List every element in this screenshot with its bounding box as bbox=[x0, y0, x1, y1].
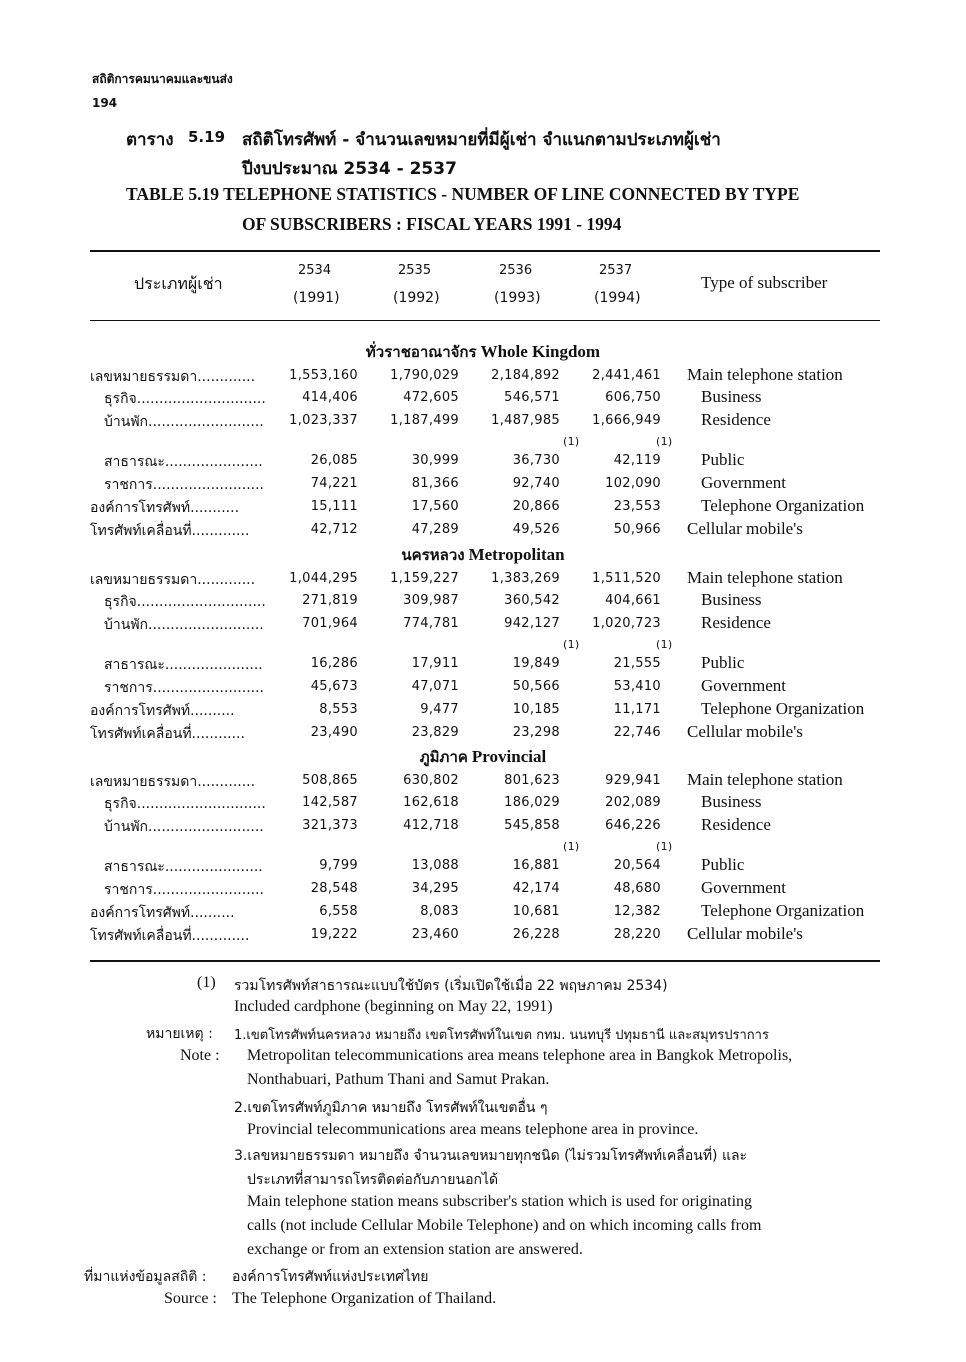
year-th-header: 2534 bbox=[298, 263, 332, 278]
table-cell: 6,558 bbox=[319, 904, 358, 919]
table-cell: 20,866 bbox=[512, 499, 560, 514]
row-label-en: Main telephone station bbox=[687, 365, 843, 384]
table-cell: 606,750 bbox=[605, 390, 661, 405]
year-en-header: (1992) bbox=[393, 290, 440, 306]
source-th: องค์การโทรศัพท์แห่งประเทศไทย bbox=[232, 1269, 429, 1285]
table-cell: 26,228 bbox=[512, 927, 560, 942]
header-subscriber-type-en: Type of subscriber bbox=[701, 273, 828, 292]
section-title-th: นครหลวง bbox=[401, 546, 465, 564]
page-number: 194 bbox=[92, 96, 118, 110]
row-label-th: บ้านพัก.......................... bbox=[104, 819, 264, 835]
table-cell: 102,090 bbox=[605, 476, 661, 491]
row-label-en: Business bbox=[701, 792, 762, 811]
table-cell: 15,111 bbox=[310, 499, 358, 514]
remark-2-th: 2.เขตโทรศัพท์ภูมิภาค หมายถึง โทรศัพท์ในเขตอื่น ๆ bbox=[234, 1100, 548, 1116]
table-cell: 13,088 bbox=[411, 858, 459, 873]
table-cell: 360,542 bbox=[504, 593, 560, 608]
table-cell: 1,020,723 bbox=[592, 616, 661, 631]
table-cell: 16,881 bbox=[512, 858, 560, 873]
title-th-prefix: ตาราง bbox=[126, 130, 174, 150]
row-label-en: Business bbox=[701, 387, 762, 406]
remark-label-th: หมายเหตุ : bbox=[146, 1026, 213, 1042]
table-cell: 34,295 bbox=[411, 881, 459, 896]
table-cell: 412,718 bbox=[403, 818, 459, 833]
note-3-en-a: Main telephone station means subscriber's station which is used for originating bbox=[247, 1193, 753, 1210]
row-label-th: สาธารณะ...................... bbox=[104, 657, 263, 673]
row-label-th: โทรศัพท์เคลื่อนที่............ bbox=[90, 726, 245, 742]
table-cell: 508,865 bbox=[302, 773, 358, 788]
table-cell: 472,605 bbox=[403, 390, 459, 405]
table-cell: 9,799 bbox=[319, 858, 358, 873]
section-title-th: ทั่วราชอาณาจักร bbox=[365, 343, 477, 361]
table-cell: 48,680 bbox=[613, 881, 661, 896]
table-cell: 162,618 bbox=[403, 795, 459, 810]
table-cell: 142,587 bbox=[302, 795, 358, 810]
remark-3-th-b: ประเภทที่สามารถโทรติดต่อกับภายนอกได้ bbox=[247, 1172, 499, 1188]
footnote-1-mark: (1) bbox=[197, 974, 216, 991]
source-en: The Telephone Organization of Thailand. bbox=[232, 1290, 497, 1307]
table-cell: 74,221 bbox=[310, 476, 358, 491]
note-2-en: Provincial telecommunications area means telephone area in province. bbox=[247, 1121, 699, 1138]
table-cell: 1,159,227 bbox=[390, 571, 459, 586]
table-cell: 26,085 bbox=[310, 453, 358, 468]
row-label-th: บ้านพัก.......................... bbox=[104, 617, 264, 633]
table-cell: 414,406 bbox=[302, 390, 358, 405]
table-cell: 30,999 bbox=[411, 453, 459, 468]
row-label-en: Government bbox=[701, 473, 786, 492]
table-cell: 1,187,499 bbox=[390, 413, 459, 428]
table-cell: 23,553 bbox=[613, 499, 661, 514]
section-title bbox=[0, 543, 966, 567]
table-cell: 45,673 bbox=[310, 679, 358, 694]
row-label-th: โทรศัพท์เคลื่อนที่............. bbox=[90, 523, 250, 539]
table-cell: 92,740 bbox=[512, 476, 560, 491]
section-title bbox=[0, 340, 966, 364]
table-cell: 10,185 bbox=[512, 702, 560, 717]
row-label-en: Government bbox=[701, 676, 786, 695]
source-label-en: Source : bbox=[164, 1290, 217, 1307]
note-1-en-a: Metropolitan telecommunications area means telephone area in Bangkok Metropolis, bbox=[247, 1047, 793, 1064]
row-label-en: Public bbox=[701, 855, 745, 874]
table-cell: 1,790,029 bbox=[390, 368, 459, 383]
table-cell: 1,487,985 bbox=[491, 413, 560, 428]
year-en-header: (1993) bbox=[494, 290, 541, 306]
title-en-line2: OF SUBSCRIBERS : FISCAL YEARS 1991 - 1994 bbox=[242, 214, 622, 234]
table-cell: 2,184,892 bbox=[491, 368, 560, 383]
table-cell: 42,712 bbox=[310, 522, 358, 537]
row-label-th: เลขหมายธรรมดา............. bbox=[90, 774, 256, 790]
table-cell: 309,987 bbox=[403, 593, 459, 608]
table-cell: 186,029 bbox=[504, 795, 560, 810]
table-cell: 19,849 bbox=[512, 656, 560, 671]
year-en-header: (1991) bbox=[293, 290, 340, 306]
row-label-th: สาธารณะ...................... bbox=[104, 859, 263, 875]
table-cell: 1,553,160 bbox=[289, 368, 358, 383]
table-cell: 774,781 bbox=[403, 616, 459, 631]
row-label-th: ธุรกิจ............................. bbox=[104, 594, 266, 610]
header-subscriber-type-th: ประเภทผู้เช่า bbox=[134, 274, 223, 293]
table-cell: 21,555 bbox=[613, 656, 661, 671]
table-cell: 1,044,295 bbox=[289, 571, 358, 586]
row-label-en: Telephone Organization bbox=[701, 496, 865, 515]
row-label-th: ราชการ......................... bbox=[104, 680, 264, 696]
table-cell: 50,566 bbox=[512, 679, 560, 694]
row-label-th: เลขหมายธรรมดา............. bbox=[90, 572, 256, 588]
table-cell: 801,623 bbox=[504, 773, 560, 788]
footnote-marker: (1) bbox=[563, 840, 580, 853]
table-cell: 36,730 bbox=[512, 453, 560, 468]
table-top-rule bbox=[90, 250, 880, 252]
table-cell: 404,661 bbox=[605, 593, 661, 608]
section-title-en: Whole Kingdom bbox=[480, 342, 601, 361]
table-cell: 1,511,520 bbox=[592, 571, 661, 586]
table-cell: 546,571 bbox=[504, 390, 560, 405]
table-cell: 49,526 bbox=[512, 522, 560, 537]
remark-3-th-a: 3.เลขหมายธรรมดา หมายถึง จำนวนเลขหมายทุกชนิด (ไม่รวมโทรศัพท์เคลื่อนที่) และ bbox=[234, 1148, 748, 1164]
year-th-header: 2537 bbox=[599, 263, 633, 278]
row-label-th: องค์การโทรศัพท์.......... bbox=[90, 703, 235, 719]
table-cell: 16,286 bbox=[310, 656, 358, 671]
row-label-en: Cellular mobile's bbox=[687, 722, 803, 741]
table-cell: 47,289 bbox=[411, 522, 459, 537]
row-label-en: Public bbox=[701, 450, 745, 469]
table-cell: 2,441,461 bbox=[592, 368, 661, 383]
table-header-rule bbox=[90, 320, 880, 321]
note-3-en-b: calls (not include Cellular Mobile Telephone) and on which incoming calls from bbox=[247, 1217, 762, 1234]
note-label-en: Note : bbox=[180, 1047, 220, 1064]
table-cell: 12,382 bbox=[613, 904, 661, 919]
remark-1-th: 1.เขตโทรศัพท์นครหลวง หมายถึง เขตโทรศัพท์ในเขต กทม. นนทบุรี ปทุมธานี และสมุทรปราการ bbox=[234, 1028, 769, 1043]
year-th-header: 2535 bbox=[398, 263, 432, 278]
footnote-marker: (1) bbox=[656, 435, 673, 448]
source-label-th: ที่มาแห่งข้อมูลสถิติ : bbox=[84, 1269, 207, 1285]
section-title-en: Metropolitan bbox=[468, 545, 565, 564]
table-cell: 202,089 bbox=[605, 795, 661, 810]
row-label-th: ธุรกิจ............................. bbox=[104, 391, 266, 407]
table-cell: 271,819 bbox=[302, 593, 358, 608]
table-cell: 22,746 bbox=[613, 725, 661, 740]
table-cell: 11,171 bbox=[613, 702, 661, 717]
table-cell: 17,911 bbox=[411, 656, 459, 671]
table-cell: 545,858 bbox=[504, 818, 560, 833]
note-3-en-c: exchange or from an extension station are answered. bbox=[247, 1241, 583, 1258]
table-cell: 28,548 bbox=[310, 881, 358, 896]
table-cell: 942,127 bbox=[504, 616, 560, 631]
row-label-en: Government bbox=[701, 878, 786, 897]
row-label-th: บ้านพัก.......................... bbox=[104, 414, 264, 430]
row-label-en: Cellular mobile's bbox=[687, 519, 803, 538]
footnote-marker: (1) bbox=[563, 435, 580, 448]
row-label-th: องค์การโทรศัพท์.......... bbox=[90, 905, 235, 921]
title-th-line1: สถิติโทรศัพท์ - จำนวนเลขหมายที่มีผู้เช่า จำแนกตามประเภทผู้เช่า bbox=[242, 130, 721, 150]
table-cell: 81,366 bbox=[411, 476, 459, 491]
table-cell: 8,553 bbox=[319, 702, 358, 717]
row-label-th: ราชการ......................... bbox=[104, 882, 264, 898]
section-title-en: Provincial bbox=[471, 747, 547, 766]
table-cell: 42,119 bbox=[613, 453, 661, 468]
row-label-th: โทรศัพท์เคลื่อนที่............. bbox=[90, 928, 250, 944]
row-label-en: Business bbox=[701, 590, 762, 609]
table-cell: 19,222 bbox=[310, 927, 358, 942]
footnote-marker: (1) bbox=[656, 840, 673, 853]
row-label-en: Residence bbox=[701, 613, 771, 632]
title-en-line1: TABLE 5.19 TELEPHONE STATISTICS - NUMBER OF LINE CONNECTED BY TYPE bbox=[126, 184, 800, 204]
table-cell: 23,490 bbox=[310, 725, 358, 740]
table-cell: 42,174 bbox=[512, 881, 560, 896]
table-bottom-rule bbox=[90, 960, 880, 962]
running-head: สถิติการคมนาคมและขนส่ง bbox=[92, 72, 233, 86]
row-label-en: Public bbox=[701, 653, 745, 672]
table-cell: 9,477 bbox=[420, 702, 459, 717]
table-cell: 10,681 bbox=[512, 904, 560, 919]
table-cell: 17,560 bbox=[411, 499, 459, 514]
footnote-marker: (1) bbox=[563, 638, 580, 651]
table-cell: 1,666,949 bbox=[592, 413, 661, 428]
row-label-th: สาธารณะ...................... bbox=[104, 454, 263, 470]
title-th-line2: ปีงบประมาณ 2534 - 2537 bbox=[242, 159, 457, 179]
section-title bbox=[0, 745, 966, 769]
footnote-1-en: Included cardphone (beginning on May 22, 1991) bbox=[234, 998, 553, 1015]
table-cell: 53,410 bbox=[613, 679, 661, 694]
table-cell: 929,941 bbox=[605, 773, 661, 788]
row-label-th: เลขหมายธรรมดา............. bbox=[90, 369, 256, 385]
row-label-en: Residence bbox=[701, 815, 771, 834]
table-cell: 20,564 bbox=[613, 858, 661, 873]
title-number: 5.19 bbox=[188, 128, 226, 146]
row-label-en: Residence bbox=[701, 410, 771, 429]
table-cell: 23,298 bbox=[512, 725, 560, 740]
table-cell: 646,226 bbox=[605, 818, 661, 833]
table-cell: 701,964 bbox=[302, 616, 358, 631]
row-label-en: Cellular mobile's bbox=[687, 924, 803, 943]
table-cell: 28,220 bbox=[613, 927, 661, 942]
section-title-th: ภูมิภาค bbox=[419, 748, 468, 766]
table-cell: 630,802 bbox=[403, 773, 459, 788]
table-cell: 23,829 bbox=[411, 725, 459, 740]
row-label-th: ราชการ......................... bbox=[104, 477, 264, 493]
table-cell: 1,023,337 bbox=[289, 413, 358, 428]
table-cell: 321,373 bbox=[302, 818, 358, 833]
row-label-en: Telephone Organization bbox=[701, 699, 865, 718]
row-label-th: ธุรกิจ............................. bbox=[104, 796, 266, 812]
table-cell: 23,460 bbox=[411, 927, 459, 942]
table-cell: 8,083 bbox=[420, 904, 459, 919]
table-cell: 50,966 bbox=[613, 522, 661, 537]
note-1-en-b: Nonthabuari, Pathum Thani and Samut Prakan. bbox=[247, 1071, 550, 1088]
table-cell: 47,071 bbox=[411, 679, 459, 694]
row-label-en: Telephone Organization bbox=[701, 901, 865, 920]
footnote-1-th: รวมโทรศัพท์สาธารณะแบบใช้บัตร (เริ่มเปิดใช้เมื่อ 22 พฤษภาคม 2534) bbox=[234, 978, 668, 994]
table-cell: 1,383,269 bbox=[491, 571, 560, 586]
footnote-marker: (1) bbox=[656, 638, 673, 651]
year-th-header: 2536 bbox=[499, 263, 533, 278]
row-label-en: Main telephone station bbox=[687, 770, 843, 789]
row-label-en: Main telephone station bbox=[687, 568, 843, 587]
row-label-th: องค์การโทรศัพท์........... bbox=[90, 500, 240, 516]
year-en-header: (1994) bbox=[594, 290, 641, 306]
